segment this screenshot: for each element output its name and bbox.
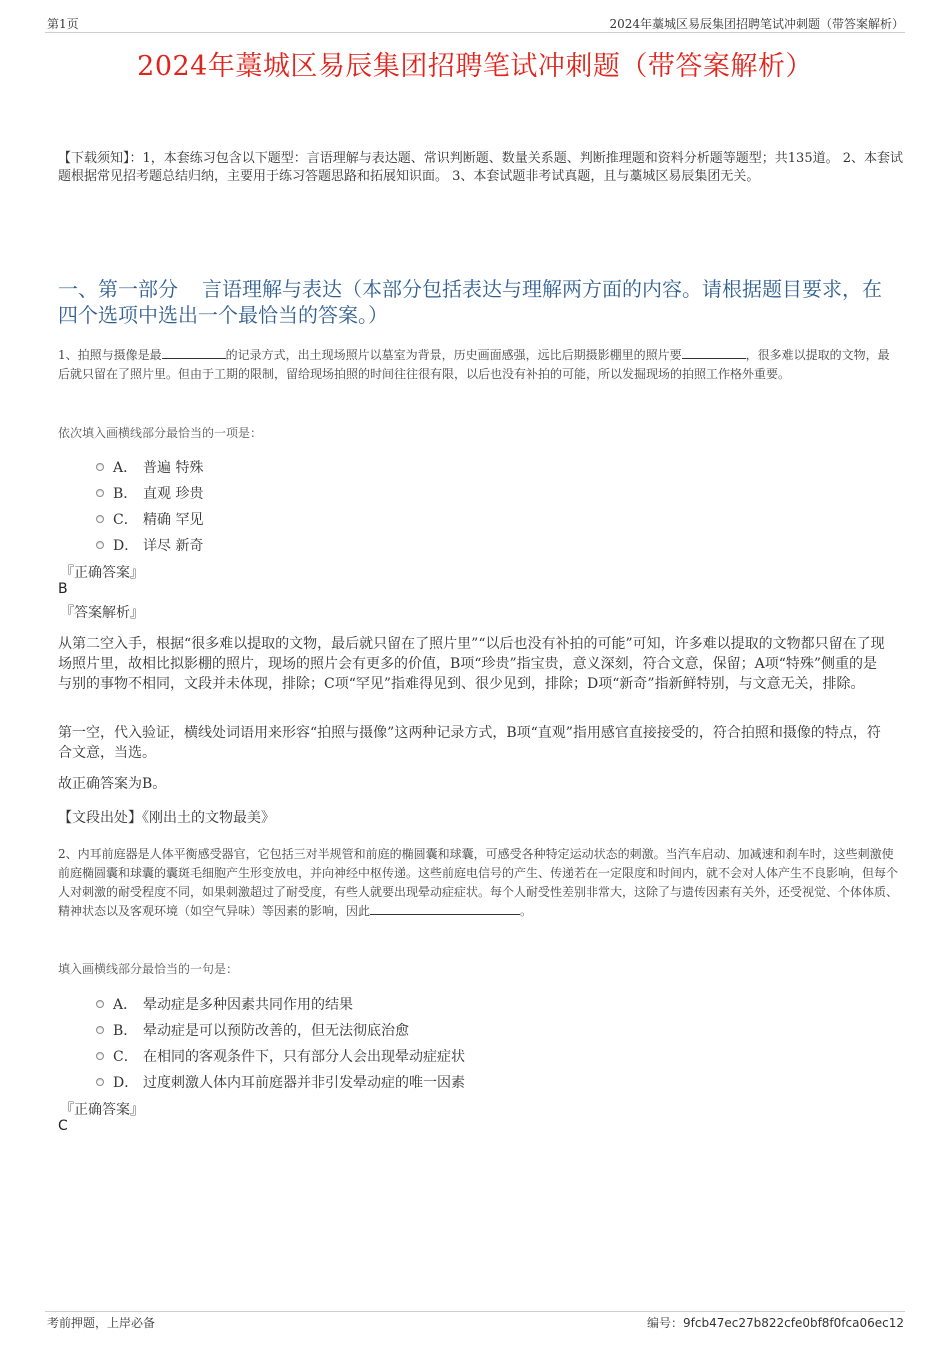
question-1-option-b[interactable] [96, 483, 203, 503]
option-text: 详尽 新奇 [143, 538, 204, 554]
radio-icon[interactable] [96, 1026, 104, 1034]
footer-code-label: 编号： [646, 1316, 683, 1330]
question-2-stem [58, 845, 900, 921]
question-1-stem-text-c: ，很多难以提取的文物，最后就只留在了照片里。但由于工期的限制，留给现场拍照的时间往往很有限，以后也没有补拍的可能，所以发掘现场的拍照工作格外重要。 [58, 348, 890, 381]
fill-blank [370, 902, 520, 915]
question-1-analysis-label: 『答案解析』 [60, 605, 144, 621]
option-letter: C． [113, 1049, 138, 1065]
question-1-stem-text-a: 1、拍照与摄像是最 [58, 348, 162, 362]
header-divider [45, 32, 905, 33]
option-text: 过度刺激人体内耳前庭器并非引发晕动症的唯一因素 [143, 1075, 465, 1091]
section-number: 一、第一部分 [58, 277, 178, 301]
download-notice: 【下载须知】：1，本套练习包含以下题型：言语理解与表达题、常识判断题、数量关系题、判断推理题和资料分析题等题型；共135道。 2、本套试题根据常见招考题总结归纳，主要用于练习答题思路和拓展知识面。 3、本套试题非考试真题，且与藁城区易辰集团无关。 [58, 151, 903, 184]
question-1-analysis-paragraph-1: 从第二空入手，根据“很多难以提取的文物，最后就只留在了照片里”“以后也没有补拍的可能”可知，许多难以提取的文物都只留在了现场照片里，故相比拟影棚的照片，现场的照片会有更多的价值，B项“珍贵”指宝贵，意义深刻，符合文意，保留；A项“特殊”侧重的是与别的事物不相同，文段并未体现，排除；C项“罕见”指难得见到、很少见到，排除；D项“新奇”指新鲜特别，与文意无关，排除。 [58, 636, 885, 692]
option-letter: A． [113, 997, 138, 1013]
option-letter: D． [113, 538, 139, 554]
question-2-option-a[interactable] [96, 994, 353, 1014]
radio-icon[interactable] [96, 515, 104, 523]
question-2-stem-text-b: 。 [520, 904, 533, 918]
question-1-option-a[interactable] [96, 457, 203, 477]
option-text: 精确 罕见 [143, 512, 204, 528]
question-2-answer-label: 『正确答案』 [60, 1102, 144, 1118]
radio-icon[interactable] [96, 463, 104, 471]
question-1-stem [58, 346, 900, 384]
option-text: 直观 珍贵 [143, 486, 204, 502]
section-title: 言语理解与表达（本部分包括表达与理解两方面的内容。请根据题目要求，在四个选项中选出一个最恰当的答案。） [58, 277, 882, 327]
question-1-answer: B [58, 581, 68, 597]
footer-slogan: 考前押题，上岸必备 [47, 1316, 156, 1330]
question-1-analysis-conclusion: 故正确答案为B。 [58, 776, 167, 792]
option-letter: B． [113, 1023, 138, 1039]
question-1-stem-text-b: 的记录方式，出土现场照片以墓室为背景，历史画面感强，远比后期摄影棚里的照片要 [225, 348, 682, 362]
footer-doc-code [647, 1314, 904, 1331]
question-2-option-b[interactable] [96, 1020, 409, 1040]
radio-icon[interactable] [96, 1000, 104, 1008]
option-letter: B． [113, 486, 138, 502]
section-heading [58, 276, 898, 328]
page-title: 2024年藁城区易辰集团招聘笔试冲刺题（带答案解析） [137, 51, 813, 82]
question-1-prompt: 依次填入画横线部分最恰当的一项是： [58, 426, 263, 440]
question-2-option-d[interactable] [96, 1072, 465, 1092]
fill-blank [162, 346, 226, 359]
radio-icon[interactable] [96, 1078, 104, 1086]
option-letter: C． [113, 512, 138, 528]
question-2-stem-text-a: 2、内耳前庭器是人体平衡感受器官，它包括三对半规管和前庭的椭圆囊和球囊，可感受各种特定运动状态的刺激。当汽车启动、加减速和刹车时，这些刺激使前庭椭圆囊和球囊的囊斑毛细胞产生形变放电，并向神经中枢传递。这些前庭电信号的产生、传递若在一定限度和时间内，就不会对人体产生不良影响，但每个人对刺激的耐受程度不同，如果刺激超过了耐受度，有些人就要出现晕动症症状。每个人耐受性差别非常大，这除了与遗传因素有关外，还受视觉、个体体质、精神状态以及客观环境（如空气异味）等因素的影响，因此 [58, 847, 899, 918]
footer-divider [45, 1311, 905, 1312]
radio-icon[interactable] [96, 541, 104, 549]
option-letter: A． [113, 460, 138, 476]
footer-code-value: 9fcb47ec27b822cfe0bf8f0fca06ec12 [683, 1316, 904, 1330]
option-text: 晕动症是可以预防改善的，但无法彻底治愈 [143, 1023, 409, 1039]
radio-icon[interactable] [96, 489, 104, 497]
question-1-option-d[interactable] [96, 535, 203, 555]
question-2-answer: C [58, 1118, 68, 1134]
option-letter: D． [113, 1075, 139, 1091]
question-1-source: 【文段出处】《刚出土的文物最美》 [58, 810, 275, 826]
question-1-analysis-paragraph-2: 第一空，代入验证，横线处词语用来形容“拍照与摄像”这两种记录方式，B项“直观”指用感官直接接受的，符合拍照和摄像的特点，符合文意，当选。 [58, 725, 881, 761]
option-text: 晕动症是多种因素共同作用的结果 [143, 997, 353, 1013]
header-doc-title: 2024年藁城区易辰集团招聘笔试冲刺题（带答案解析） [609, 17, 904, 31]
question-2-prompt: 填入画横线部分最恰当的一句是： [58, 962, 239, 976]
option-text: 在相同的客观条件下，只有部分人会出现晕动症症状 [143, 1049, 465, 1065]
question-1-answer-label: 『正确答案』 [60, 565, 144, 581]
radio-icon[interactable] [96, 1052, 104, 1060]
header-page-number: 第1页 [47, 17, 79, 31]
question-1-option-c[interactable] [96, 509, 203, 529]
fill-blank [682, 346, 746, 359]
option-text: 普遍 特殊 [143, 460, 204, 476]
question-2-option-c[interactable] [96, 1046, 465, 1066]
